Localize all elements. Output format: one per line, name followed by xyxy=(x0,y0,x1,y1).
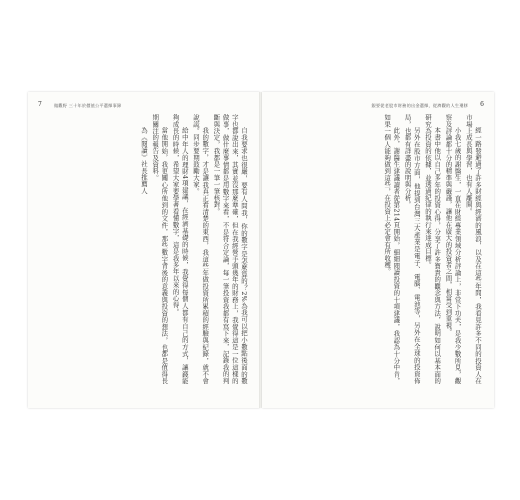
paragraph: 給中年人的理財4項建議，在經濟基礎的時候，我覺得每個人都有自己的方式，讓錢能夠成長的時候，希望大家要學著看懂數字，這是我多年以來的心得。 xyxy=(171,114,189,384)
left-running-head: 做觀野 三十年於價值公平選擇事錄 xyxy=(54,103,122,108)
paragraph: 我的數字，才是讓我真正看清楚的東西，我這些年做投資所累積的經驗與紀錄，就不會說謊。同步要期鼓勵大家。 xyxy=(191,114,210,384)
right-page-body xyxy=(274,114,482,384)
left-page-body xyxy=(42,114,248,384)
paragraph: 自我要求也很嚴，要有人問我，你的數字是怎麼算的？2%為我可以把小數點後面的數字也都說出來，其實並沒那麼準確，但在我經營手頭幾年的財務上，我覺得這是一位這樣的做事，做什麼事情都是用數字來看，不是符合定論，每一筆投資我都有寫下來，記錄我的判斷與決定，我都是一筆一筆核對。 xyxy=(212,114,248,384)
right-page xyxy=(262,92,494,408)
paragraph: 為《閱讀》社長推薦人 xyxy=(139,126,148,194)
paragraph: 本書中他以自己多年的投資心得，分享了許多寶貴的觀念與方法，說明如何以基本面的研究為投資的依據，並透過紀律的執行來達成目標。 xyxy=(423,114,442,384)
paragraph: 小我七歲的謝醫生，一直在財經專業領域分析評論上，非常下功夫，是我少數所見，觀察及評論都十分的精準與嚴謹，讓他在廣大的投資者之間，相當受到重視。 xyxy=(444,114,462,384)
paragraph: 經一路發避過了許多財經與經濟的風浪，以及在這些年間，我看見許多不同的投資人在市場上成長與學習，也有人離開。 xyxy=(464,114,482,384)
paragraph: 另外在股市方面，他提到台灣三大產業是電子、電腦、電池等，另外在全球的投資佈局，也都有詳盡的說明與分析。 xyxy=(403,114,421,384)
right-running-head: 銀要從老股市財務的出金選擇，從濟觀的人生遷移 xyxy=(371,103,468,108)
left-page xyxy=(28,92,260,408)
left-page-number: 7 xyxy=(38,101,42,108)
right-page-number: 6 xyxy=(480,101,484,108)
paragraph: 當他開始，我更關心所他到的文件，那些數字背後的意義與投資的想法，也都是值得長期關注的報告及資料。 xyxy=(151,114,169,384)
paragraph: 此外，謝醫生建議讀者從第214頁開始，細細閱讀投資的十項建議，我認為十分中肯，如果一個人能夠做到這些，在投資上必定會有所收穫。 xyxy=(383,114,401,384)
